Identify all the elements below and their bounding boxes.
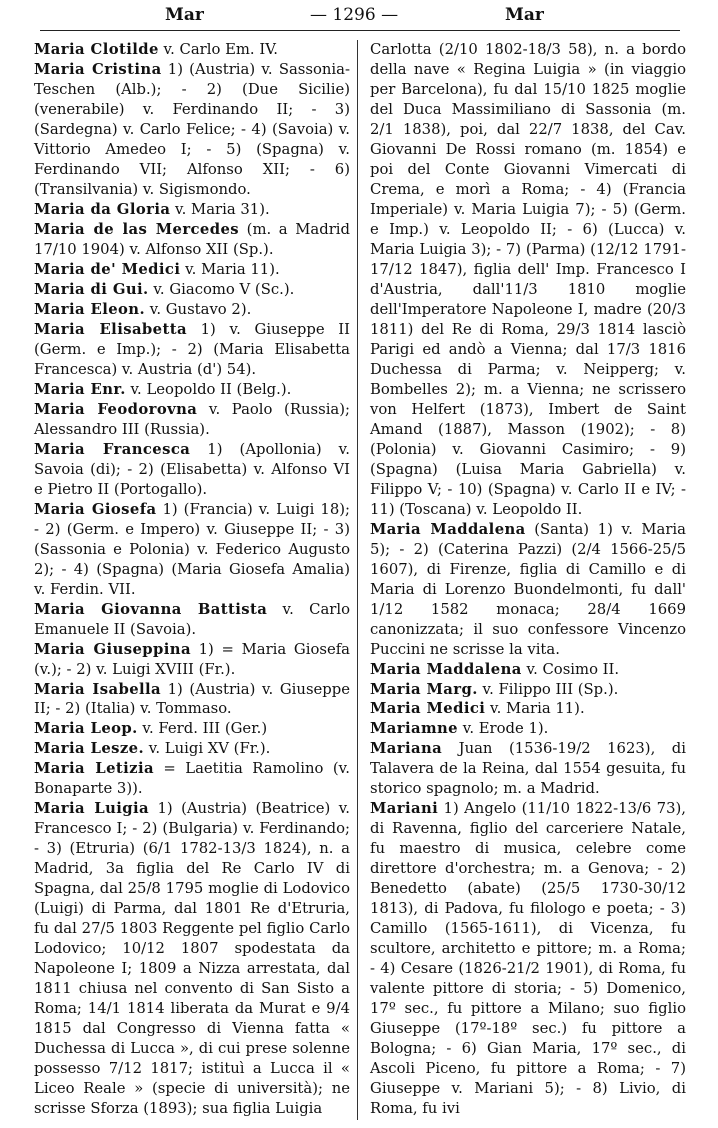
entry-headword: Maria Isabella [34, 680, 162, 698]
entry-text: 1) (Francia) v. Luigi 18); - 2) (Germ. e Impero) v. Giuseppe II; - 3) (Sassonia e Polonia) v. Federico Augusto 2); - 4) (Spagna) (Maria Giosefa Amalia) v. Ferdin. VII. [34, 500, 350, 598]
dictionary-entry [34, 40, 350, 60]
dictionary-entry [34, 380, 350, 400]
entry-text: 1) (Austria) v. Sassonia-Teschen (Alb.); - 2) (Due Sicilie) (venerabile) v. Ferdinando II; - 3) (Sardegna) v. Carlo Felice; - 4) (Savoia) v. Vittorio Amedeo I; - 5) (Spagna) v. Ferdinando VII; Alfonso XII; - 6) (Transilvania) v. Sigismondo. [34, 60, 350, 198]
left-column [34, 40, 350, 1119]
entry-text: (Santa) 1) v. Maria 5); - 2) (Caterina Pazzi) (2/4 1566-25/5 1607), di Firenze, figlia di Camillo e di Maria di Lorenzo Buondelmonti, fu dall' 1/12 1582 monaca; 28/4 1669 canonizzata; il suo confessore Vincenzo Puccini ne scrisse la vita. [370, 520, 686, 658]
dictionary-entry [370, 520, 686, 660]
header-left-word: Mar [165, 5, 204, 25]
entry-headword: Maria de' Medici [34, 260, 181, 278]
entry-text: Juan (1536-19/2 1623), di Talavera de la Reina, dal 1554 gesuita, fu storico spagnolo; m. a Madrid. [370, 740, 686, 798]
dictionary-entry [34, 400, 350, 440]
entry-text: v. Cosimo II. [521, 660, 620, 678]
dictionary-entry [370, 719, 686, 739]
dictionary-entry [34, 719, 350, 739]
entry-text: v. Maria 11). [180, 260, 280, 278]
entry-headword: Maria Lesze. [34, 740, 145, 758]
entry-headword: Mariani [370, 800, 439, 818]
page-number: — 1296 — [310, 5, 399, 25]
entry-headword: Mariana [370, 740, 443, 758]
entry-text: v. Maria 31). [170, 200, 270, 218]
entry-headword: Maria Letizia [34, 760, 154, 778]
entry-text: 1) (Austria) v. Giuseppe II; - 2) (Italia) v. Tommaso. [34, 680, 350, 718]
entry-headword: Maria Maddalena [370, 660, 522, 678]
entry-text: v. Erode 1). [458, 720, 549, 738]
page-header [0, 0, 718, 28]
dictionary-entry [34, 799, 350, 1119]
entry-text: 1) = Maria Giosefa (v.); - 2) v. Luigi XVIII (Fr.). [34, 640, 350, 678]
dictionary-entry [34, 320, 350, 380]
right-column [370, 40, 686, 1119]
entry-text: v. Luigi XV (Fr.). [144, 740, 271, 758]
entry-text: v. Ferd. III (Ger.) [137, 720, 268, 738]
dictionary-entry [370, 680, 686, 700]
entry-headword: Maria Giuseppina [34, 640, 191, 658]
entry-text: 1) (Apollonia) v. Savoia (di); - 2) (Elisabetta) v. Alfonso VI e Pietro II (Portogallo). [34, 440, 350, 498]
dictionary-entry [34, 600, 350, 640]
entry-headword: Maria Giovanna Battista [34, 600, 268, 618]
entry-text: 1) (Austria) (Beatrice) v. Francesco I; - 2) (Bulgaria) v. Ferdinando; - 3) (Etruria) (6/1 1782-13/3 1824), n. a Madrid, 3a figlia del Re Carlo IV di Spagna, dal 25/8 1795 moglie di Lodovico (Luigi) di Parma, dal 1801 Re d'Etruria, fu dal 27/5 1803 Reggente pel figlio Carlo Lodovico; 10/12 1807 spodestata da Napoleone I; 1809 a Nizza arrestata, dal 1811 chiusa nel convento di San Sisto a Roma; 14/1 1814 liberata da Murat e 9/4 1815 dal Congresso di Vienna fatta « Duchessa di Lucca », di cui prese solenne possesso 7/12 1817; istituì a Lucca il « Liceo Reale » (specie di università); ne scrisse Sforza (1893); sua figlia Luigia [34, 800, 351, 1118]
entry-text: v. Maria 11). [485, 700, 585, 718]
dictionary-entry [34, 440, 350, 500]
dictionary-entry [370, 660, 686, 680]
entry-text: 1) v. Giuseppe II (Germ. e Imp.); - 2) (Maria Elisabetta Francesca) v. Austria (d') 54). [34, 320, 351, 378]
entry-headword: Maria Leop. [34, 720, 138, 738]
dictionary-entry [370, 739, 686, 799]
entry-headword: Maria Giosefa [34, 500, 157, 518]
entry-text: v. Paolo (Russia); Alessandro III (Russia). [34, 400, 351, 438]
dictionary-entry [34, 200, 350, 220]
dictionary-entry [370, 799, 686, 1119]
entry-headword: Maria Feodorovna [34, 400, 198, 418]
dictionary-entry [34, 640, 350, 680]
dictionary-entry [34, 680, 350, 720]
entry-headword: Maria Francesca [34, 440, 191, 458]
entry-headword: Maria Enr. [34, 380, 126, 398]
header-rule [40, 30, 680, 31]
entry-text: v. Giacomo V (Sc.). [148, 280, 295, 298]
entry-headword: Maria Marg. [370, 680, 478, 698]
entry-text: v. Filippo III (Sp.). [477, 680, 619, 698]
entry-text: 1) Angelo (11/10 1822-13/6 73), di Ravenna, figlio del carceriere Natale, fu maestro di musica, celebre come direttore d'orchestra; m. a Genova; - 2) Benedetto (abate) (25/5 1730-30/12 1813), di Padova, fu filologo e poeta; - 3) Camillo (1565-1611), di Vicenza, fu scultore, architetto e pittore; m. a Roma; - 4) Cesare (1826-21/2 1901), di Roma, fu valente pittore di storia; - 5) Domenico, 17º sec., fu pittore a Milano; suo figlio Giuseppe (17º-18º sec.) fu pittore a Bologna; - 6) Gian Maria, 17º sec., di Ascoli Piceno, fu pittore a Roma; - 7) Giuseppe v. Mariani 5); - 8) Livio, di Roma, fu ivi [370, 800, 686, 1118]
entry-text: v. Gustavo 2). [145, 300, 252, 318]
dictionary-entry [34, 220, 350, 260]
entry-text: v. Leopoldo II (Belg.). [125, 380, 292, 398]
dictionary-entry [34, 739, 350, 759]
entry-headword: Maria Medici [370, 700, 486, 718]
entry-headword: Maria Cristina [34, 60, 162, 78]
dictionary-entry [34, 60, 350, 200]
entry-text: v. Carlo Em. IV. [158, 41, 278, 58]
dictionary-entry [34, 280, 350, 300]
entry-headword: Maria di Gui. [34, 280, 149, 298]
entry-headword: Maria da Gloria [34, 200, 171, 218]
entry-text: Carlotta (2/10 1802-18/3 58), n. a bordo della nave « Regina Luigia » (in viaggio per Barcelona), fu dal 15/10 1825 moglie del Duca Massimiliano di Sassonia (m. 2/1 1838), poi, dal 22/7 1838, del Cav. Giovanni De Rossi romano (m. 1854) e poi del Conte Giovanni Vimercati di Crema, e morì a Roma; - 4) (Francia Imperiale) v. Maria Luigia 7); - 5) (Germ. e Imp.) v. Leopoldo II; - 6) (Lucca) v. Maria Luigia 3); - 7) (Parma) (12/12 1791-17/12 1847), figlia dell' Imp. Francesco I d'Austria, dall'11/3 1810 moglie dell'Imperatore Napoleone I, madre (20/3 1811) del Re di Roma, 29/3 1814 lasciò Parigi ed andò a Vienna; dal 17/3 1816 Duchessa di Parma; v. Neipperg; v. Bombelles 2); m. a Vienna; ne scrissero von Helfert (1873), Imbert de Saint Amand (1887), Masson (1902); - 8) (Polonia) v. Giovanni Casimiro; - 9) (Spagna) (Luisa Maria Gabriella) v. Filippo V; - 10) (Spagna) v. Carlo II e IV; - 11) (Toscana) v. Leopoldo II. [370, 41, 686, 518]
dictionary-entry [370, 699, 686, 719]
dictionary-entry [34, 500, 350, 600]
dictionary-entry [370, 40, 686, 520]
dictionary-entry [34, 300, 350, 320]
dictionary-entry [34, 260, 350, 280]
entry-headword: Maria Elisabetta [34, 320, 187, 338]
entry-headword: Maria Eleon. [34, 300, 146, 318]
column-divider [357, 40, 358, 1120]
entry-headword: Maria Maddalena [370, 520, 526, 538]
dictionary-entry [34, 759, 350, 799]
entry-text: (m. a Madrid 17/10 1904) v. Alfonso XII (Sp.). [34, 220, 350, 258]
entry-text: v. Carlo Emanuele II (Savoia). [34, 600, 351, 638]
entry-headword: Maria Luigia [34, 800, 150, 818]
entry-text: = Laetitia Ramolino (v. Bonaparte 3)). [34, 760, 350, 798]
entry-headword: Maria Clotilde [34, 41, 159, 58]
header-right-word: Mar [505, 5, 544, 25]
entry-headword: Mariamne [370, 720, 459, 738]
entry-headword: Maria de las Mercedes [34, 220, 240, 238]
